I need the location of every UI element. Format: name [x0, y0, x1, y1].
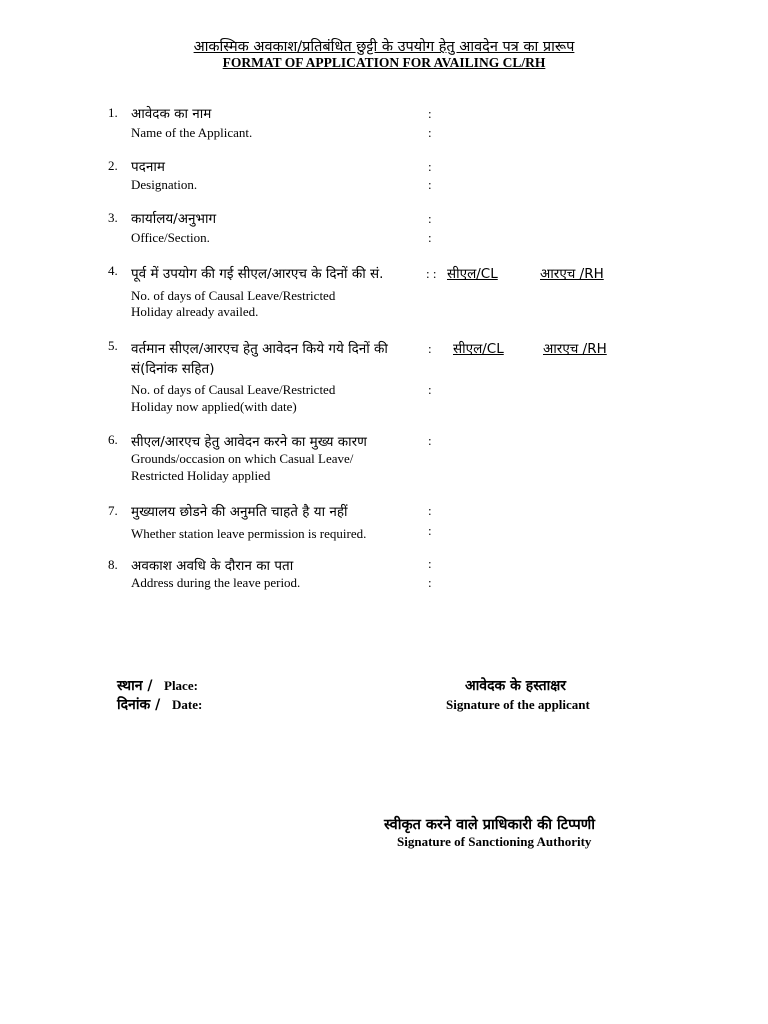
- cl-option: सीएल/CL: [453, 341, 504, 357]
- date-label-english: Date:: [172, 697, 203, 712]
- field-label-english: Restricted Holiday applied: [131, 468, 271, 483]
- rh-option: आरएच /RH: [540, 266, 604, 282]
- place-label-hindi: स्थान /: [117, 678, 153, 694]
- form-title-hindi: आकस्मिक अवकाश/प्रतिबंधित छुट्टी के उपयोग हेतु आवदेन पत्र का प्रारूप: [193, 39, 575, 55]
- field-colon: :: [428, 433, 432, 448]
- place-label-english: Place:: [164, 678, 198, 693]
- field-label-english: Office/Section.: [131, 230, 210, 245]
- form-title-english: FORMAT OF APPLICATION FOR AVAILING CL/RH: [222, 55, 546, 70]
- field-label-english: Grounds/occasion on which Casual Leave/: [131, 451, 354, 466]
- field-label-english: No. of days of Causal Leave/Restricted: [131, 288, 336, 303]
- field-label-english: Whether station leave permission is required.: [131, 526, 367, 541]
- field-label-hindi: आवेदक का नाम: [131, 106, 212, 122]
- field-colon: :: [428, 177, 432, 192]
- field-colon: :: [428, 575, 432, 590]
- field-colon: :: [428, 341, 432, 356]
- item-number: 4.: [108, 263, 118, 278]
- field-label-hindi: सीएल/आरएच हेतु आवेदन करने का मुख्य कारण: [131, 434, 367, 450]
- field-label-english: Address during the leave period.: [131, 575, 301, 590]
- item-number: 8.: [108, 557, 118, 572]
- item-number: 2.: [108, 158, 118, 173]
- field-colon: : :: [426, 266, 437, 281]
- date-label-hindi: दिनांक /: [117, 697, 161, 713]
- field-label-english: Holiday now applied(with date): [131, 399, 297, 414]
- field-label-english: No. of days of Causal Leave/Restricted: [131, 382, 336, 397]
- field-colon: :: [428, 503, 432, 518]
- item-number: 5.: [108, 338, 118, 353]
- field-label-hindi: मुख्यालय छोडने की अनुमति चाहते है या नहीं: [131, 504, 348, 520]
- field-label-hindi: कार्यालय/अनुभाग: [131, 211, 217, 227]
- applicant-signature-english: Signature of the applicant: [446, 697, 590, 712]
- field-label-hindi: सं(दिनांक सहित): [131, 361, 215, 377]
- field-label-english: Holiday already availed.: [131, 304, 259, 319]
- rh-option: आरएच /RH: [543, 341, 607, 357]
- field-colon: :: [428, 556, 432, 571]
- field-label-hindi: अवकाश अवधि के दौरान का पता: [131, 558, 294, 574]
- item-number: 1.: [108, 105, 118, 120]
- sanctioning-authority-hindi: स्वीकृत करने वाले प्राधिकारी की टिप्पणी: [384, 817, 596, 833]
- applicant-signature-hindi: आवेदक के हस्ताक्षर: [465, 678, 567, 694]
- cl-option: सीएल/CL: [447, 266, 498, 282]
- field-label-english: Name of the Applicant.: [131, 125, 253, 140]
- item-number: 6.: [108, 432, 118, 447]
- field-label-english: Designation.: [131, 177, 198, 192]
- field-label-hindi: वर्तमान सीएल/आरएच हेतु आवेदन किये गये दिनों की: [131, 341, 388, 357]
- field-colon: :: [428, 230, 432, 245]
- field-label-hindi: पदनाम: [131, 159, 165, 175]
- field-colon: :: [428, 211, 432, 226]
- sanctioning-authority-english: Signature of Sanctioning Authority: [397, 834, 592, 849]
- field-colon: :: [428, 159, 432, 174]
- item-number: 7.: [108, 503, 118, 518]
- field-label-hindi: पूर्व में उपयोग की गई सीएल/आरएच के दिनों की सं.: [131, 266, 384, 282]
- field-colon: :: [428, 523, 432, 538]
- item-number: 3.: [108, 210, 118, 225]
- field-colon: :: [428, 125, 432, 140]
- field-colon: :: [428, 106, 432, 121]
- field-colon: :: [428, 382, 432, 397]
